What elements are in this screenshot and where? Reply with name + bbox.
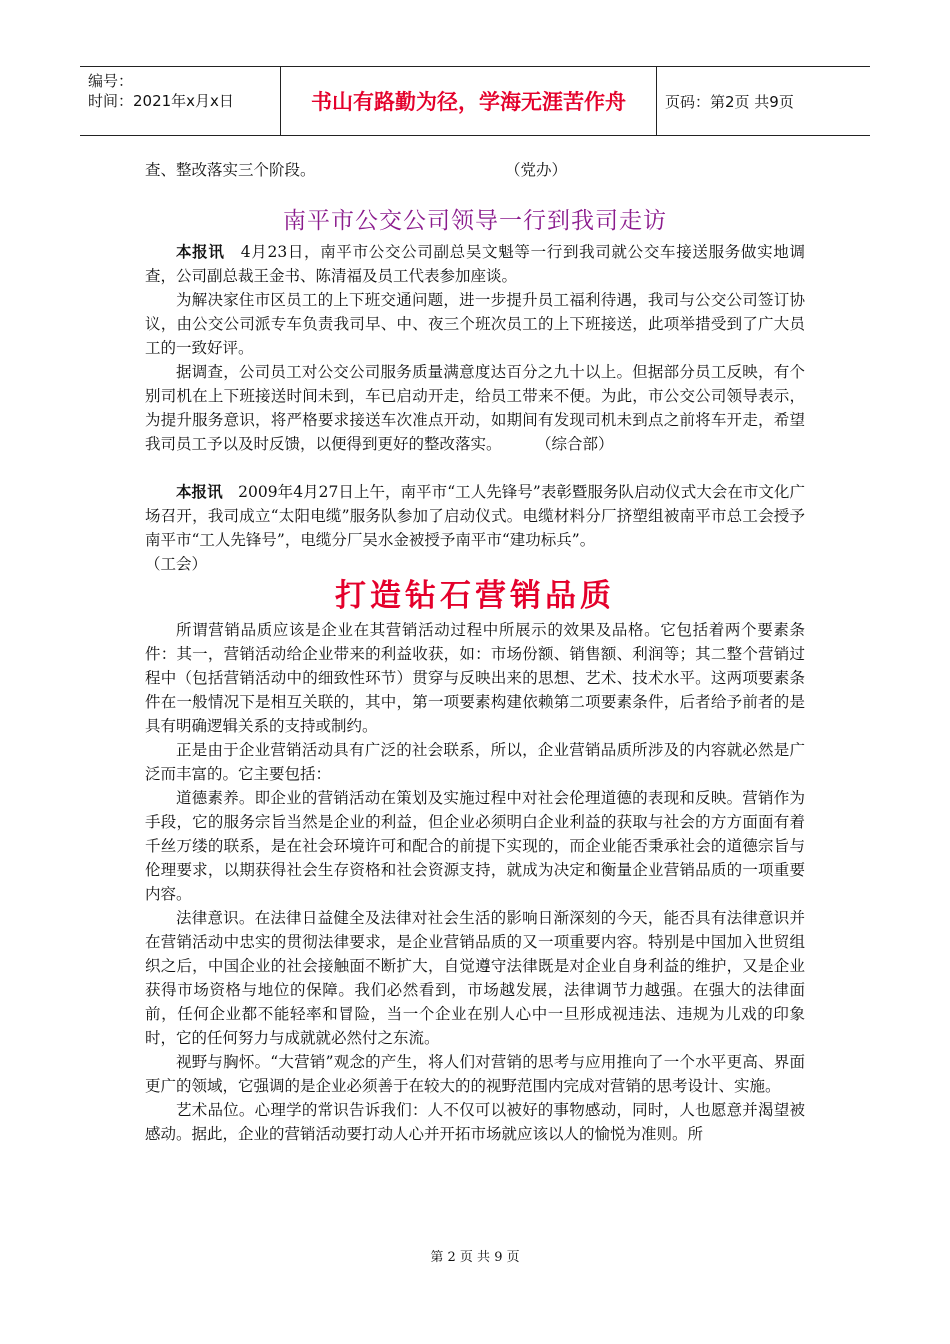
article1-p1: 本报讯 4月23日，南平市公交公司副总吴文魁等一行到我司就公交车接送服务做实地调查，公司副总裁王金书、陈清福及员工代表参加座谈。 xyxy=(145,242,805,285)
intro-source: （党办） xyxy=(504,161,567,179)
article1-p3: 据调查，公司员工对公交公司服务质量满意度达百分之九十以上。但据部分员工反映，有个别司机在上下班接送时间未到，车已启动开走，给员工带来不便。为此，市公交公司领导表示，为提升服务意识，将严格要求接送车次准点开动，如期间有发现司机未到点之前将车开走，希望我司员工予以及时反馈，以便得到更好的整改落实。 （综合部） xyxy=(145,363,805,453)
article2-lead: 本报讯 xyxy=(176,482,223,501)
intro-line xyxy=(145,158,805,182)
article3-p1: 所谓营销品质应该是企业在其营销活动过程中所展示的效果及品格。它包括着两个要素条件：其一，营销活动给企业带来的利益收获，如：市场份额、销售额、利润等；其二整个营销过程中（包括营销活动中的细致性环节）贯穿与反映出来的思想、艺术、技术水平。这两项要素条件在一般情况下是相互关联的，其中，第一项要素构建依赖第二项要素条件，后者给予前者的是具有明确逻辑关系的支持或制约。 xyxy=(145,621,805,735)
article3-title: 打造钻石营销品质 xyxy=(335,578,615,614)
article3-p6: 艺术品位。心理学的常识告诉我们：人不仅可以被好的事物感动，同时，人也愿意并渴望被感动。据此，企业的营销活动要打动人心并开拓市场就应该以人的愉悦为准则。所 xyxy=(145,1101,805,1143)
article2-source: （工会） xyxy=(145,555,208,573)
article1-title: 南平市公交公司领导一行到我司走访 xyxy=(283,208,667,234)
intro-text: 查、整改落实三个阶段。 xyxy=(145,161,316,179)
header-slogan: 书山有路勤为径，学海无涯苦作舟 xyxy=(280,67,657,135)
article1-p2: 为解决家住市区员工的上下班交通问题，进一步提升员工福利待遇，我司与公交公司签订协议，由公交公司派专车负责我司早、中、夜三个班次员工的上下班接送，此项举措受到了广大员工的一致好评。 xyxy=(145,291,805,357)
article1-source: （综合部） xyxy=(536,435,614,453)
article3-p3: 道德素养。即企业的营销活动在策划及实施过程中对社会伦理道德的表现和反映。营销作为手段，它的服务宗旨当然是企业的利益，但企业必须明白企业利益的获取与社会的方方面面有着千丝万缕的联系，是在社会环境许可和配合的前提下实现的，而企业能否秉承社会的道德宗旨与伦理要求，以期获得社会生存资格和社会资源支持，就成为决定和衡量企业营销品质的一项重要内容。 xyxy=(145,789,805,903)
article3-p5: 视野与胸怀。“大营销”观念的产生，将人们对营销的思考与应用推向了一个水平更高、界面更广的领域，它强调的是企业必须善于在较大的的视野范围内完成对营销的思考设计、实施。 xyxy=(145,1053,805,1095)
spacer xyxy=(145,456,805,480)
page-header xyxy=(80,66,870,136)
header-time: 时间：2021年x月x日 xyxy=(88,92,234,110)
article3-p4: 法律意识。在法律日益健全及法律对社会生活的影响日渐深刻的今天，能否具有法律意识并在营销活动中忠实的贯彻法律要求，是企业营销品质的又一项重要内容。特别是中国加入世贸组织之后，中国企业的社会接触面不断扩大，自觉遵守法律既是对企业自身利益的维护，又是企业获得市场资格与地位的保障。我们必然看到，市场越发展，法律调节力越强。在强大的法律面前，任何企业都不能轻率和冒险，当一个企业在别人心中一旦形成视违法、违规为儿戏的印象时，它的任何努力与成就就必然付之东流。 xyxy=(145,909,805,1047)
header-number: 编号： xyxy=(88,72,134,90)
header-meta xyxy=(80,67,280,135)
article2-p1: 本报讯 2009年4月27日上午，南平市“工人先锋号”表彰暨服务队启动仪式大会在市文化广场召开，我司成立“太阳电缆”服务队参加了启动仪式。电缆材料分厂挤塑组被南平市总工会授予南平市“工人先锋号”，电缆分厂吴水金被授予南平市“建功标兵”。 xyxy=(145,482,805,549)
header-page-info: 页码：第2页 共9页 xyxy=(665,92,794,111)
page-footer: 第 2 页 共 9 页 xyxy=(430,1250,520,1265)
article3-p2: 正是由于企业营销活动具有广泛的社会联系，所以，企业营销品质所涉及的内容就必然是广泛而丰富的。它主要包括： xyxy=(145,741,805,783)
article1-lead: 本报讯 xyxy=(176,242,225,261)
document-body xyxy=(145,158,805,1146)
